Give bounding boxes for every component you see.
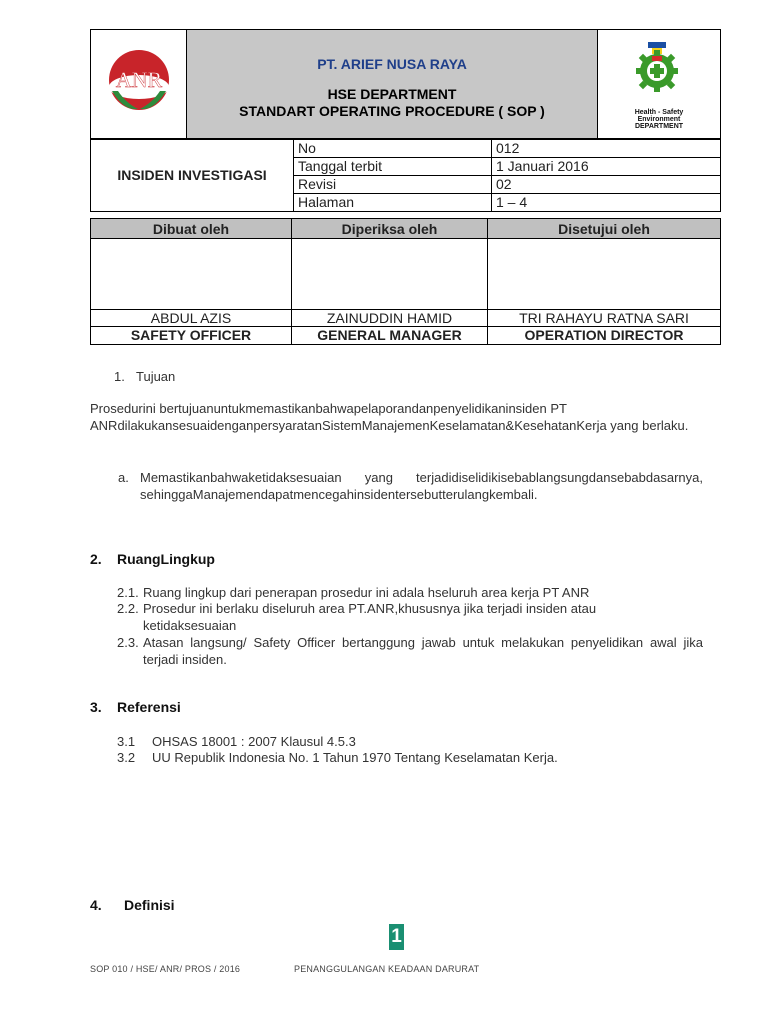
hse-gear-logo-icon bbox=[624, 38, 694, 104]
list-item-num: 2.3. bbox=[117, 635, 139, 650]
checked-by-header: Diperiksa oleh bbox=[292, 219, 488, 239]
hse-logo-cell bbox=[598, 30, 721, 139]
section-3-number: 3. bbox=[90, 699, 102, 715]
signature-box bbox=[292, 239, 488, 310]
document-header bbox=[90, 29, 721, 139]
info-value-revision: 02 bbox=[492, 176, 721, 194]
footer-doc-title: PENANGGULANGAN KEADAAN DARURAT bbox=[294, 964, 480, 974]
created-by-header: Dibuat oleh bbox=[91, 219, 292, 239]
info-value-date: 1 Januari 2016 bbox=[492, 158, 721, 176]
signature-names-row bbox=[91, 310, 721, 327]
hse-caption-line-2: Environment bbox=[637, 116, 681, 123]
document-info-table bbox=[90, 139, 721, 212]
list-item-num: 3.1 bbox=[117, 734, 136, 749]
signer-role-1: SAFETY OFFICER bbox=[91, 327, 292, 345]
info-label-no: No bbox=[294, 140, 492, 158]
section-1-title: Tujuan bbox=[136, 369, 176, 384]
signer-role-3: OPERATION DIRECTOR bbox=[488, 327, 721, 345]
section-4-title: Definisi bbox=[124, 897, 175, 913]
anr-logo-text: ANR bbox=[115, 66, 162, 92]
list-item: Ruang lingkup dari penerapan prosedur ini adala hseluruh area kerja PT ANR bbox=[143, 585, 590, 600]
section-1-body: Prosedurini bertujuanuntukmemastikanbahwapelaporandanpenyelidikaninsiden PT ANRdilakukansesuaidenganpersyaratanSistemManajemenKeselamatan&KesehatanKerja yang berlaku. bbox=[90, 401, 689, 433]
section-2-number: 2. bbox=[90, 551, 102, 567]
hse-logo-caption bbox=[598, 109, 720, 130]
signature-table bbox=[90, 218, 721, 345]
footer-doc-code: SOP 010 / HSE/ ANR/ PROS / 2016 bbox=[90, 964, 241, 974]
hse-caption-line-1: Health - Safety bbox=[634, 109, 684, 116]
section-1-number: 1. bbox=[114, 369, 125, 384]
info-row bbox=[91, 140, 721, 158]
list-item-num: 3.2 bbox=[117, 750, 136, 765]
approved-by-header: Disetujui oleh bbox=[488, 219, 721, 239]
list-item: OHSAS 18001 : 2007 Klausul 4.5.3 bbox=[152, 734, 356, 749]
company-name: PT. ARIEF NUSA RAYA bbox=[317, 55, 467, 72]
info-label-revision: Revisi bbox=[294, 176, 492, 194]
list-item: Atasan langsung/ Safety Officer bertanggung jawab untuk melakukan penyelidikan awal jika terjadi insiden. bbox=[143, 635, 703, 667]
signer-name-1: ABDUL AZIS bbox=[91, 310, 292, 327]
hse-caption-line-3: DEPARTMENT bbox=[634, 123, 684, 130]
info-label-date: Tanggal terbit bbox=[294, 158, 492, 176]
info-value-pages: 1 – 4 bbox=[492, 194, 721, 212]
list-item: UU Republik Indonesia No. 1 Tahun 1970 Tentang Keselamatan Kerja. bbox=[152, 750, 558, 765]
signer-name-2: ZAINUDDIN HAMID bbox=[292, 310, 488, 327]
signature-space-row bbox=[91, 239, 721, 310]
anr-logo-cell bbox=[91, 30, 187, 139]
list-item-num: 2.2. bbox=[117, 601, 139, 616]
section-2-title: RuangLingkup bbox=[117, 551, 215, 567]
signer-name-3: TRI RAHAYU RATNA SARI bbox=[488, 310, 721, 327]
signature-header-row bbox=[91, 219, 721, 239]
section-4-number: 4. bbox=[90, 897, 102, 913]
section-1-item-a-marker: a. bbox=[118, 470, 129, 485]
signature-box bbox=[91, 239, 292, 310]
list-item-num: 2.1. bbox=[117, 585, 139, 600]
info-label-pages: Halaman bbox=[294, 194, 492, 212]
info-value-no: 012 bbox=[492, 140, 721, 158]
signature-roles-row bbox=[91, 327, 721, 345]
section-1-item-a: Memastikanbahwaketidaksesuaian yang terjadidiselidikisebablangsungdansebabdasarnya, sehinggaManajemendapatmencegahinsidentersebutterulangkembali. bbox=[140, 470, 703, 502]
document-type: STANDART OPERATING PROCEDURE ( SOP ) bbox=[239, 102, 545, 119]
page-number-badge: 1 bbox=[389, 924, 404, 950]
signer-role-2: GENERAL MANAGER bbox=[292, 327, 488, 345]
list-item: Prosedur ini berlaku diseluruh area PT.ANR,khususnya jika terjadi insiden atau ketidaksesuaian bbox=[143, 601, 597, 633]
department-name: HSE DEPARTMENT bbox=[327, 85, 457, 102]
document-title: INSIDEN INVESTIGASI bbox=[91, 140, 294, 212]
header-title-cell bbox=[187, 30, 598, 139]
anr-logo-icon bbox=[104, 47, 174, 117]
section-3-title: Referensi bbox=[117, 699, 181, 715]
signature-box bbox=[488, 239, 721, 310]
